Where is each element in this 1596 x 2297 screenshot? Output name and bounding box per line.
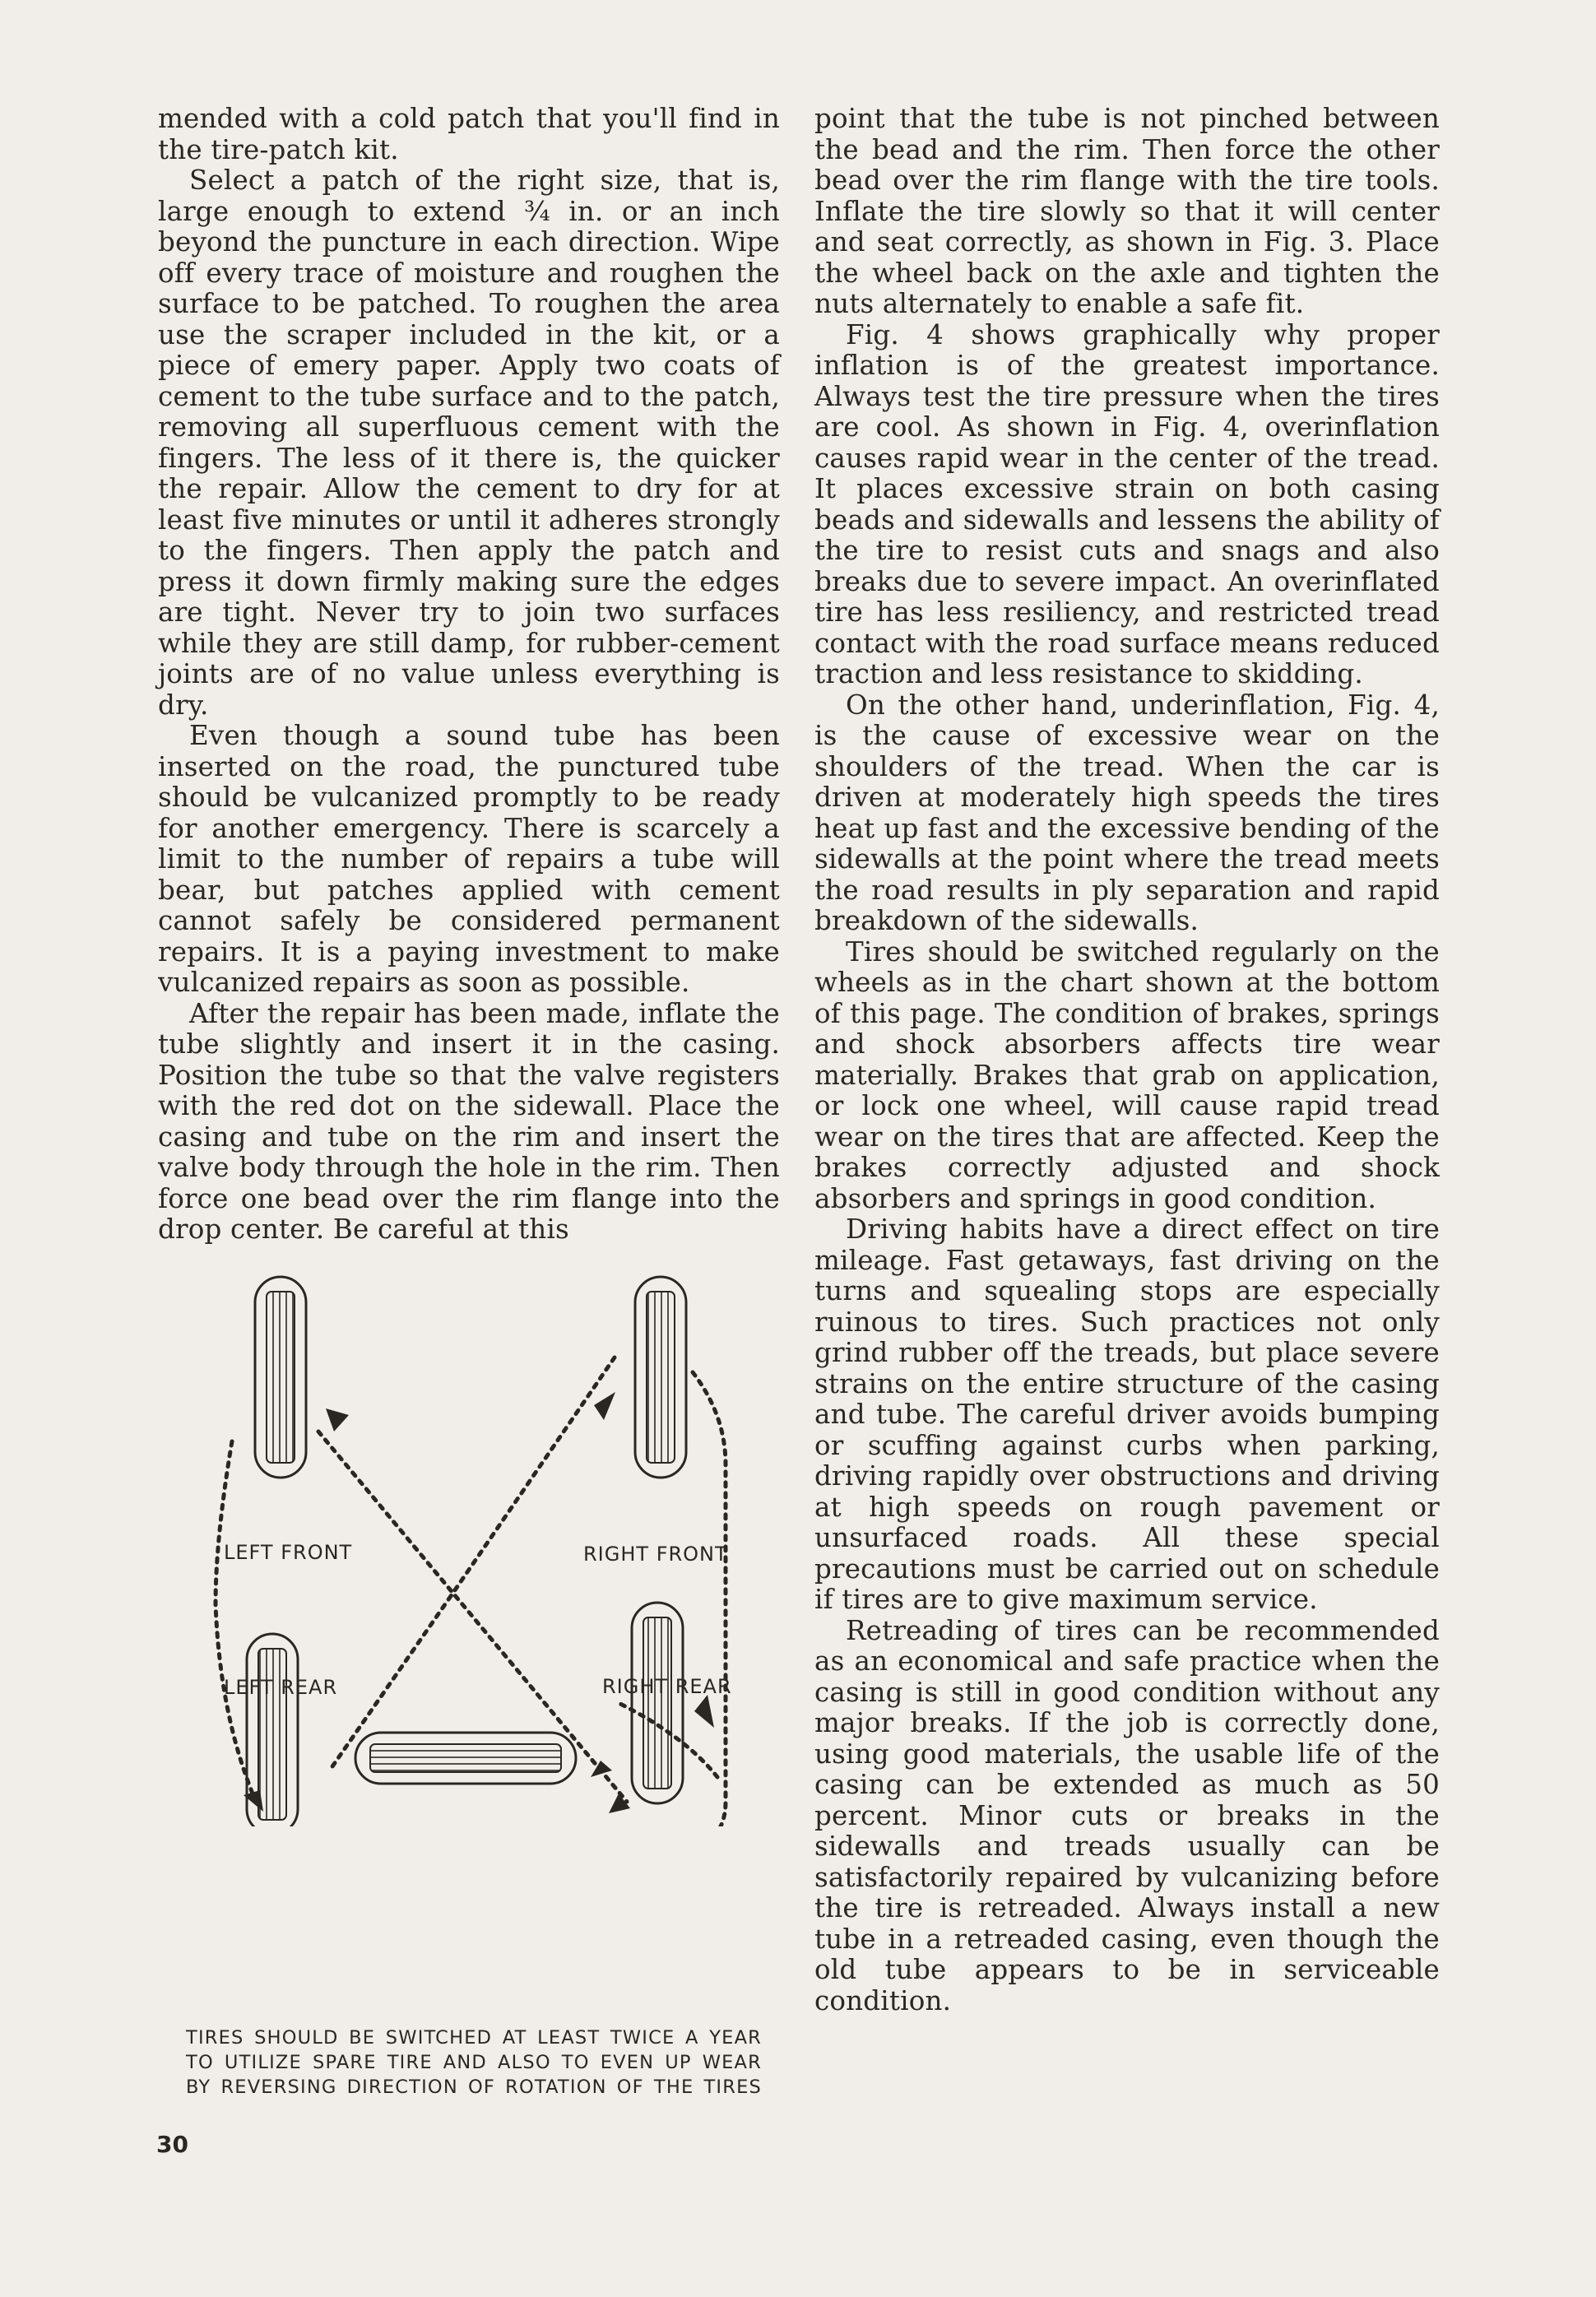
caption-line: TIRES SHOULD BE SWITCHED AT LEAST TWICE A YEAR xyxy=(186,2027,762,2049)
tire-rotation-diagram xyxy=(158,1267,783,1826)
arrowhead-icon xyxy=(694,1695,714,1728)
label-left-front: LEFT FRONT xyxy=(224,1541,353,1564)
arrowhead-icon xyxy=(326,1408,349,1432)
left-column xyxy=(158,104,780,1246)
right-front-tire-icon xyxy=(635,1277,686,1478)
arrowhead-icon xyxy=(594,1392,615,1420)
left-front-tire-icon xyxy=(255,1277,306,1478)
paragraph: Select a patch of the right size, that is, large enough to extend ¾ in. or an inch beyond the puncture in each direction. Wipe off every trace of moisture and roughen the surface to be patched. To roughen the area use the scraper included in the kit, or a piece of emery paper. Apply two coats of cement to the tube surface and to the patch, removing all superfluous cement with the fingers. The less of it there is, the quicker the repair. Allow the cement to dry for at least five minutes or until it adheres strongly to the fingers. Then apply the patch and press it down firmly making sure the edges are tight. Never try to join two surfaces while they are still damp, for rubber-cement joints are of no value unless everything is dry. xyxy=(158,165,780,721)
caption-line: BY REVERSING DIRECTION OF ROTATION OF THE TIRES xyxy=(186,2077,762,2098)
caption-line: TO UTILIZE SPARE TIRE AND ALSO TO EVEN UP WEAR xyxy=(186,2052,762,2073)
diagram-caption xyxy=(186,2026,762,2100)
paragraph: Retreading of tires can be recommended as an economical and safe practice when the casing is still in good condition without any major breaks. If the job is correctly done, using good materials, the usable life of the casing can be extended as much as 50 percent. Minor cuts or breaks in the sidewalls and treads usually can be satisfactorily repaired by vulcanizing before the tire is retreaded. Always install a new tube in a retreaded casing, even though the old tube appears to be in serviceable condition. xyxy=(814,1614,1440,2016)
right-column xyxy=(814,104,1440,2016)
label-right-front: RIGHT FRONT xyxy=(583,1543,728,1566)
page-number: 30 xyxy=(156,2131,188,2158)
paragraph: Even though a sound tube has been inserted on the road, the punctured tube should be vulcanized promptly to be ready for another emergency. There is scarcely a limit to the number of repairs a tube will bear, but patches applied with cement cannot safely be considered permanent repairs. It is a paying investment to make vulcanized repairs as soon as possible. xyxy=(158,720,780,998)
right-rear-tire-icon xyxy=(632,1603,683,1803)
spare-tire-icon xyxy=(355,1733,576,1784)
rotation-arrow xyxy=(684,1372,726,1826)
paragraph: Tires should be switched regularly on the wheels as in the chart shown at the bottom of this page. The condition of brakes, springs and shock absorbers affects tire wear materially. Brakes that grab on application, or lock one wheel, will cause rapid tread wear on the tires that are affected. Keep the brakes correctly adjusted and shock absorbers and springs in good condition. xyxy=(814,935,1440,1214)
paragraph: On the other hand, underinflation, Fig. 4, is the cause of excessive wear on the shoulders of the tread. When the car is driven at moderately high speeds the tires heat up fast and the excessive bending of the sidewalls at the point where the tread meets the road results in ply separation and rapid breakdown of the sidewalls. xyxy=(814,689,1440,936)
label-left-rear: LEFT REAR xyxy=(224,1676,338,1699)
paragraph: Fig. 4 shows graphically why proper inflation is of the greatest importance. Always test the tire pressure when the tires are cool. As shown in Fig. 4, overinflation causes rapid wear in the center of the tread. It places excessive strain on both casing beads and sidewalls and lessens the ability of the tire to resist cuts and snags and also breaks due to severe impact. An overinflated tire has less resiliency, and restricted tread contact with the road surface means reduced traction and less resistance to skidding. xyxy=(814,318,1440,689)
paragraph: point that the tube is not pinched between the bead and the rim. Then force the other bead over the rim flange with the tire tools. Inflate the tire slowly so that it will center and seat correctly, as shown in Fig. 3. Place the wheel back on the axle and tighten the nuts alternately to enable a safe fit. xyxy=(814,103,1440,319)
label-right-rear: RIGHT REAR xyxy=(602,1675,732,1698)
paragraph: mended with a cold patch that you'll find in the tire-patch kit. xyxy=(158,103,780,165)
paragraph: Driving habits have a direct effect on tire mileage. Fast getaways, fast driving on the turns and squealing stops are especially ruinous to tires. Such practices not only grind rubber off the treads, but place severe strains on the entire structure of the casing and tube. The careful driver avoids bumping or scuffing against curbs when parking, driving rapidly over obstructions and driving at high speeds on rough pavement or unsurfaced roads. All these special precautions must be carried out on schedule if tires are to give maximum service. xyxy=(814,1213,1440,1615)
paragraph: After the repair has been made, inflate the tube slightly and insert it in the casing. Position the tube so that the valve registers with the red dot on the sidewall. Place the casing and tube on the rim and insert the valve body through the hole in the rim. Then force one bead over the rim flange into the drop center. Be careful at this xyxy=(158,997,780,1245)
